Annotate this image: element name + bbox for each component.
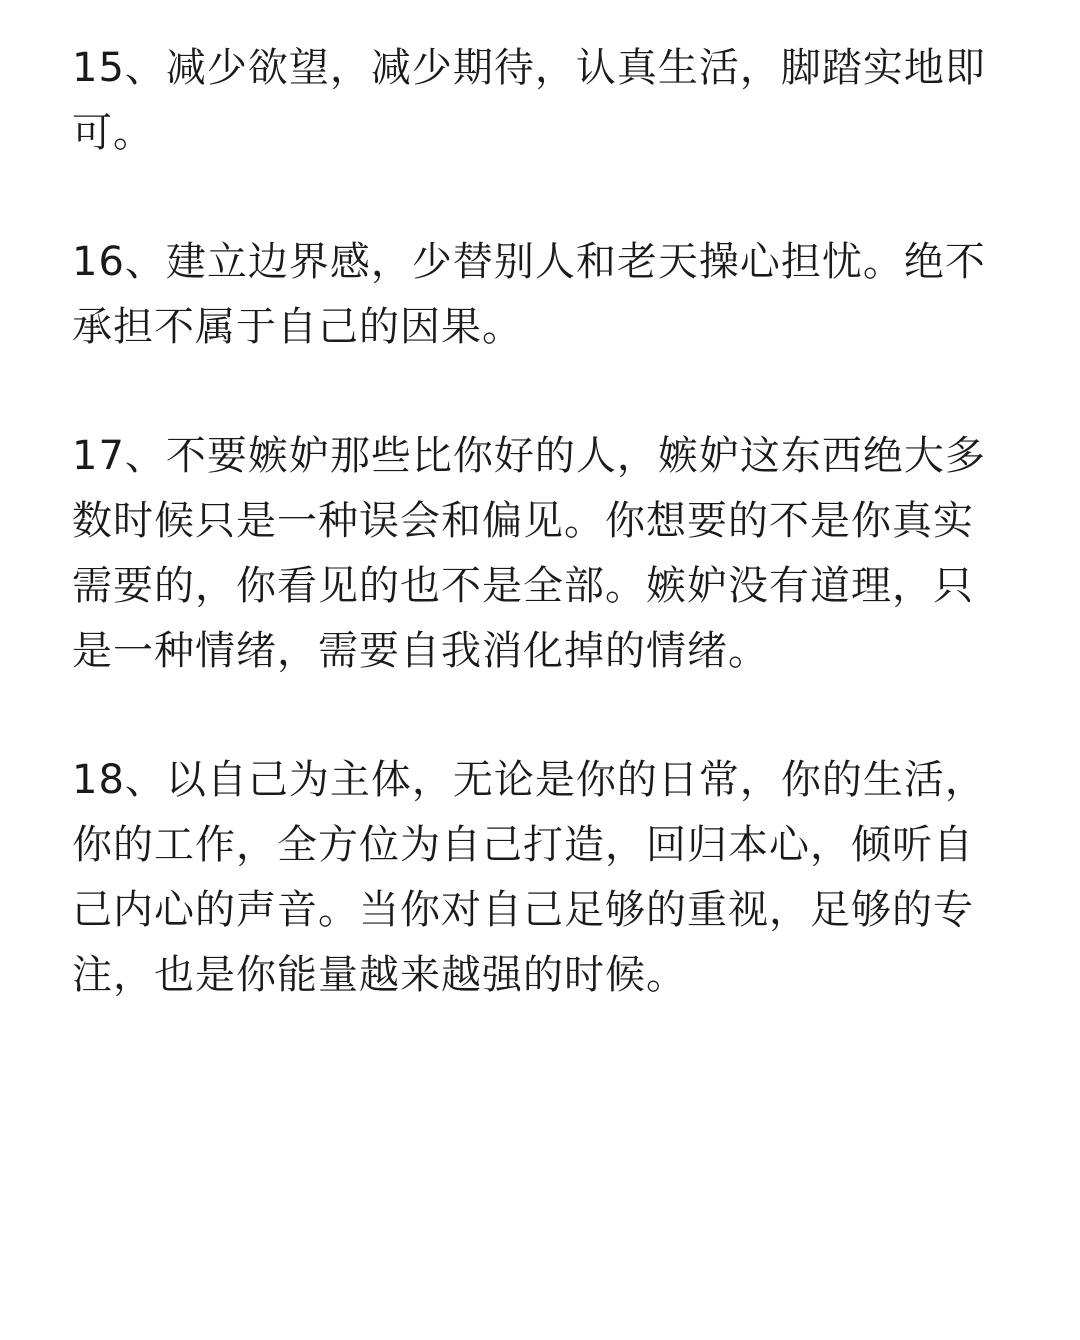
paragraph-16: 16、建立边界感，少替别人和老天操心担忧。绝不承担不属于自己的因果。 xyxy=(72,239,986,350)
paragraph-18: 18、以自己为主体，无论是你的日常，你的生活，你的工作，全方位为自己打造，回归本心，倾听自己内心的声音。当你对自己足够的重视，足够的专注，也是你能量越来越强的时候。 xyxy=(72,757,986,998)
article-body xyxy=(72,36,1008,1072)
paragraph-15: 15、减少欲望，减少期待，认真生活，脚踏实地即可。 xyxy=(72,45,986,156)
paragraph-17: 17、不要嫉妒那些比你好的人，嫉妒这东西绝大多数时候只是一种误会和偏见。你想要的不是你真实需要的，你看见的也不是全部。嫉妒没有道理，只是一种情绪，需要自我消化掉的情绪。 xyxy=(72,433,986,674)
